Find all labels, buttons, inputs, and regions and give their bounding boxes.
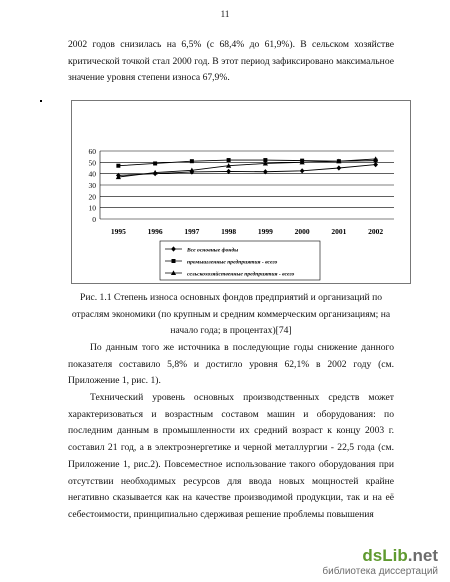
- logo-main-text: dsLib: [362, 546, 408, 565]
- stray-dot: [40, 100, 42, 102]
- legend-label: сельскохозяйственные предприятия - всего: [187, 271, 295, 278]
- page-number: 11: [220, 9, 230, 19]
- data-point-s2: [227, 158, 231, 162]
- x-tick-label: 1997: [184, 227, 200, 236]
- data-point-s2: [153, 161, 157, 165]
- data-point-s1: [226, 169, 231, 174]
- x-tick-label: 1995: [110, 227, 126, 236]
- paragraph-3: Технический уровень основных производственных средств может характеризоваться и возрастным составом машин и оборудования: по последним данным в промышленности их средний возраст к концу 2003 г. составил 21 год, а в электроэнергетике и черной металлургии - 22,5 года (см. Приложение 1, рис.2). Повсеместное использование такого оборудования при отсутствии необходимых ресурсов для ввода новых мощностей крайне негативно сказывается как на качестве производимой продукции, так и на её себестоимости, принципиально сдерживая решение проблемы повышения: [68, 392, 394, 520]
- y-tick-label: 60: [88, 147, 96, 156]
- chart-svg: [72, 101, 412, 285]
- data-point-s1: [300, 168, 305, 173]
- y-tick-label: 10: [88, 203, 96, 213]
- y-tick-label: 20: [88, 192, 96, 202]
- figure-caption: Рис. 1.1 Степень износа основных фондов предприятий и организаций по отраслям экономики (по крупным и средним коммерческим организациям; на начало года; в процентах)[74]: [71, 292, 391, 337]
- paragraph-1: 2002 годов снизилась на 6,5% (с 68,4% до 61,9%). В сельском хозяйстве критической точкой стал 2000 год. В этот период зафиксировано максимальное значение уровня степени износа 67,9%.: [68, 39, 394, 84]
- x-tick-label: 1996: [147, 227, 163, 236]
- data-point-s1: [336, 165, 341, 170]
- chart-figure: [71, 100, 411, 284]
- x-tick-label: 1999: [257, 227, 273, 236]
- paragraph-2: По данным того же источника в последующие годы снижение данного показателя составило 5,8% и достигло уровня 62,1% в 2002 году (см. Приложение 1, рис. 1).: [68, 342, 394, 387]
- y-tick-label: 50: [88, 158, 96, 168]
- x-tick-label: 2002: [368, 227, 384, 236]
- data-point-s1: [373, 162, 378, 167]
- y-tick-label: 30: [88, 181, 96, 190]
- y-tick-label: 0: [92, 215, 96, 224]
- logo-suffix-text: .net: [407, 546, 438, 565]
- data-point-s2: [190, 159, 194, 163]
- legend-label: Все основные фонды: [187, 247, 239, 254]
- logo-subtitle: библиотека диссертаций: [322, 566, 438, 577]
- data-point-s2: [116, 164, 120, 168]
- legend-marker: [172, 259, 176, 263]
- legend-label: промышленные предприятия - всего: [187, 259, 278, 266]
- x-tick-label: 2000: [294, 227, 310, 236]
- site-logo[interactable]: [288, 546, 438, 578]
- x-tick-label: 2001: [331, 227, 347, 236]
- y-tick-label: 40: [88, 169, 96, 179]
- x-tick-label: 1998: [221, 227, 237, 236]
- legend-marker: [171, 246, 176, 251]
